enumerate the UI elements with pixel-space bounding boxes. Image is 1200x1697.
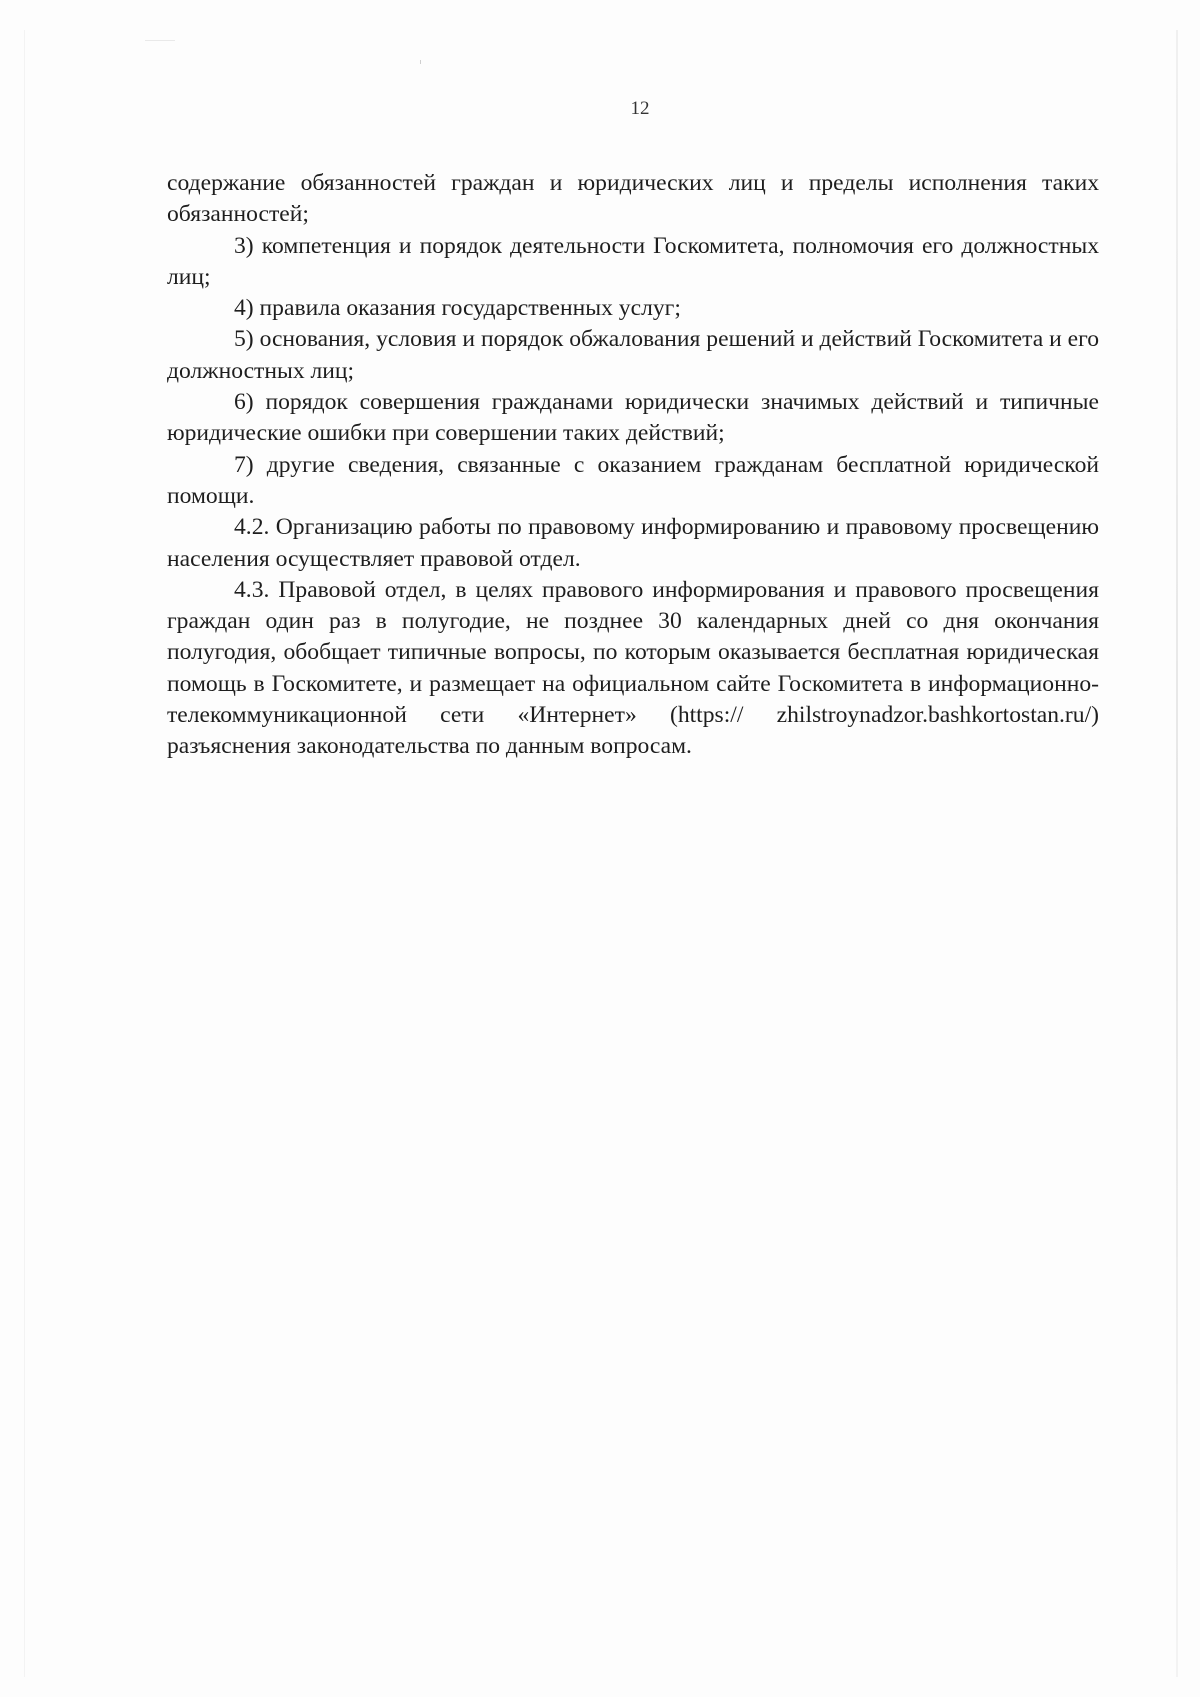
paragraph: 4) правила оказания государственных услуг; bbox=[234, 295, 681, 322]
paragraph: 4.2. Организацию работы по правовому информированию и правовому просвещению населения осуществляет правовой отдел. bbox=[167, 514, 1099, 572]
paragraph: содержание обязанностей граждан и юридических лиц и пределы исполнения таких обязанностей; bbox=[167, 170, 1099, 228]
scan-edge-right bbox=[1176, 30, 1178, 1677]
paragraph: 5) основания, условия и порядок обжалования решений и действий Госкомитета и его должностных лиц; bbox=[167, 326, 1099, 384]
body-text bbox=[167, 168, 1099, 763]
paragraph: 6) порядок совершения гражданами юридически значимых действий и типичные юридические ошибки при совершении таких действий; bbox=[167, 389, 1099, 447]
page-number: 12 bbox=[630, 98, 650, 119]
paragraph: 4.3. Правовой отдел, в целях правового информирования и правового просвещения граждан один раз в полугодие, не позднее 30 календарных дней со дня окончания полугодия, обобщает типичные вопросы, по которым оказывается бесплатная юридическая помощь в Госкомитете, и размещает на официальном сайте Госкомитета в информационно-телекоммуникационной сети «Интернет» (https:// zhilstroynadzor.bashkortostan.ru/) разъяснения законодательства по данным вопросам. bbox=[167, 576, 1099, 760]
paragraph: 7) другие сведения, связанные с оказанием гражданам бесплатной юридической помощи. bbox=[167, 451, 1099, 509]
scan-speck bbox=[145, 40, 175, 41]
paragraph: 3) компетенция и порядок деятельности Госкомитета, полномочия его должностных лиц; bbox=[167, 232, 1099, 290]
scan-edge-left bbox=[24, 30, 25, 1677]
scan-speck bbox=[420, 60, 421, 64]
